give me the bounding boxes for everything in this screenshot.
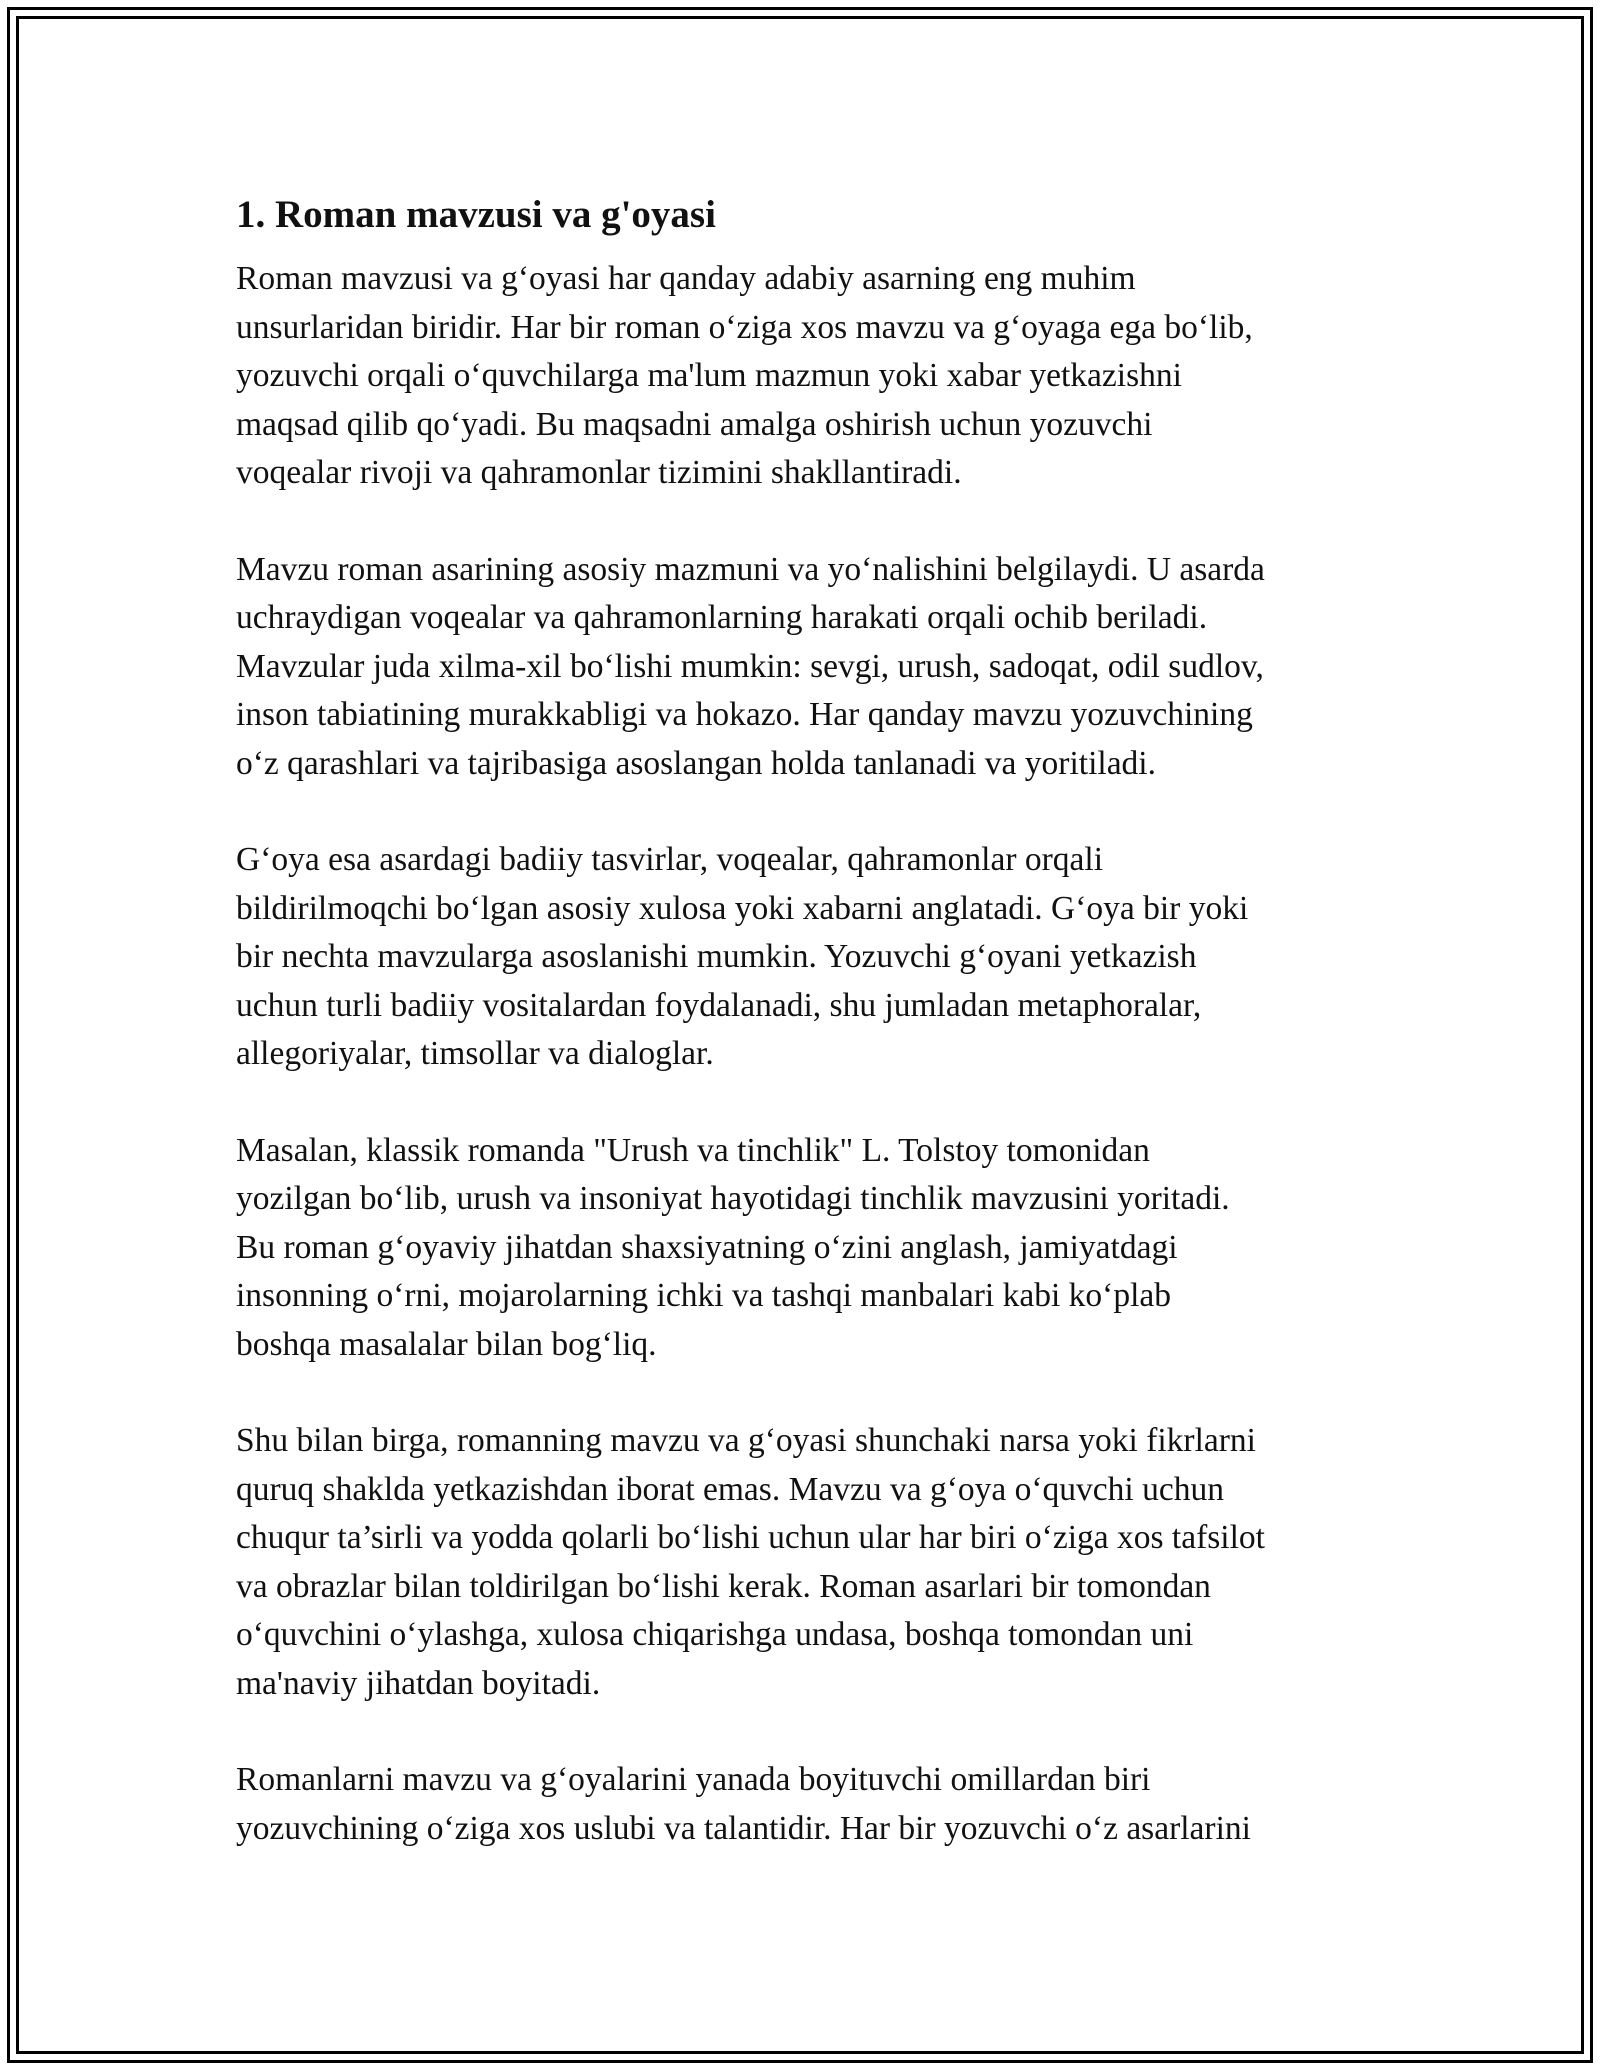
paragraph-6: Romanlarni mavzu va g‘oyalarini yanada boyituvchi omillardan biri yozuvchining o‘ziga xos uslubi va talantidir. Har bir yozuvchi o‘z asarlarini — [236, 1761, 1251, 1847]
paragraph-5: Shu bilan birga, romanning mavzu va g‘oyasi shunchaki narsa yoki fikrlarni quruq shaklda yetkazishdan iborat emas. Mavzu va g‘oya o‘quvchi uchun chuqur ta’sirli va yodda qolarli bo‘lishi uchun ular har biri o‘ziga xos tafsilot va obrazlar bilan toldirilgan bo‘lishi kerak. Roman asarlari bir tomondan o‘quvchini o‘ylashga, xulosa chiqarishga undasa, boshqa tomondan uni ma'naviy jihatdan boyitadi. — [236, 1422, 1265, 1702]
paragraph-2: Mavzu roman asarining asosiy mazmuni va yo‘nalishini belgilaydi. U asarda uchraydigan voqealar va qahramonlarning harakati orqali ochib beriladi. Mavzular juda xilma-xil bo‘lishi mumkin: sevgi, urush, sadoqat, odil sudlov, inson tabiatining murakkabligi va hokazo. Har qanday mavzu yozuvchining o‘z qarashlari va tajribasiga asoslangan holda tanlanadi va yoritiladi. — [236, 550, 1265, 782]
section-heading: 1. Roman mavzusi va g'oyasi — [236, 193, 716, 236]
paragraph-3: G‘oya esa asardagi badiiy tasvirlar, voqealar, qahramonlar orqali bildirilmoqchi bo‘lgan asosiy xulosa yoki xabarni anglatadi. G‘oya bir yoki bir nechta mavzularga asoslanishi mumkin. Yozuvchi g‘oyani yetkazish uchun turli badiiy vositalardan foydalanadi, shu jumladan metaphoralar, allegoriyalar, timsollar va dialoglar. — [236, 841, 1249, 1072]
paragraph-1: Roman mavzusi va g‘oyasi har qanday adabiy asarning eng muhim unsurlaridan biridir. Har bir roman o‘ziga xos mavzu va g‘oyaga ega bo‘lib, yozuvchi orqali o‘quvchilarga ma'lum mazmun yoki xabar yetkazishni maqsad qilib qo‘yadi. Bu maqsadni amalga oshirish uchun yozuvchi voqealar rivoji va qahramonlar tizimini shakllantiradi. — [236, 260, 1253, 491]
paragraph-4: Masalan, klassik romanda "Urush va tinchlik" L. Tolstoy tomonidan yozilgan bo‘lib, urush va insoniyat hayotidagi tinchlik mavzusini yoritadi. Bu roman g‘oyaviy jihatdan shaxsiyatning o‘zini anglash, jamiyatdagi insonning o‘rni, mojarolarning ichki va tashqi manbalari kabi ko‘plab boshqa masalalar bilan bog‘liq. — [236, 1131, 1230, 1363]
document-body — [236, 185, 1396, 1901]
